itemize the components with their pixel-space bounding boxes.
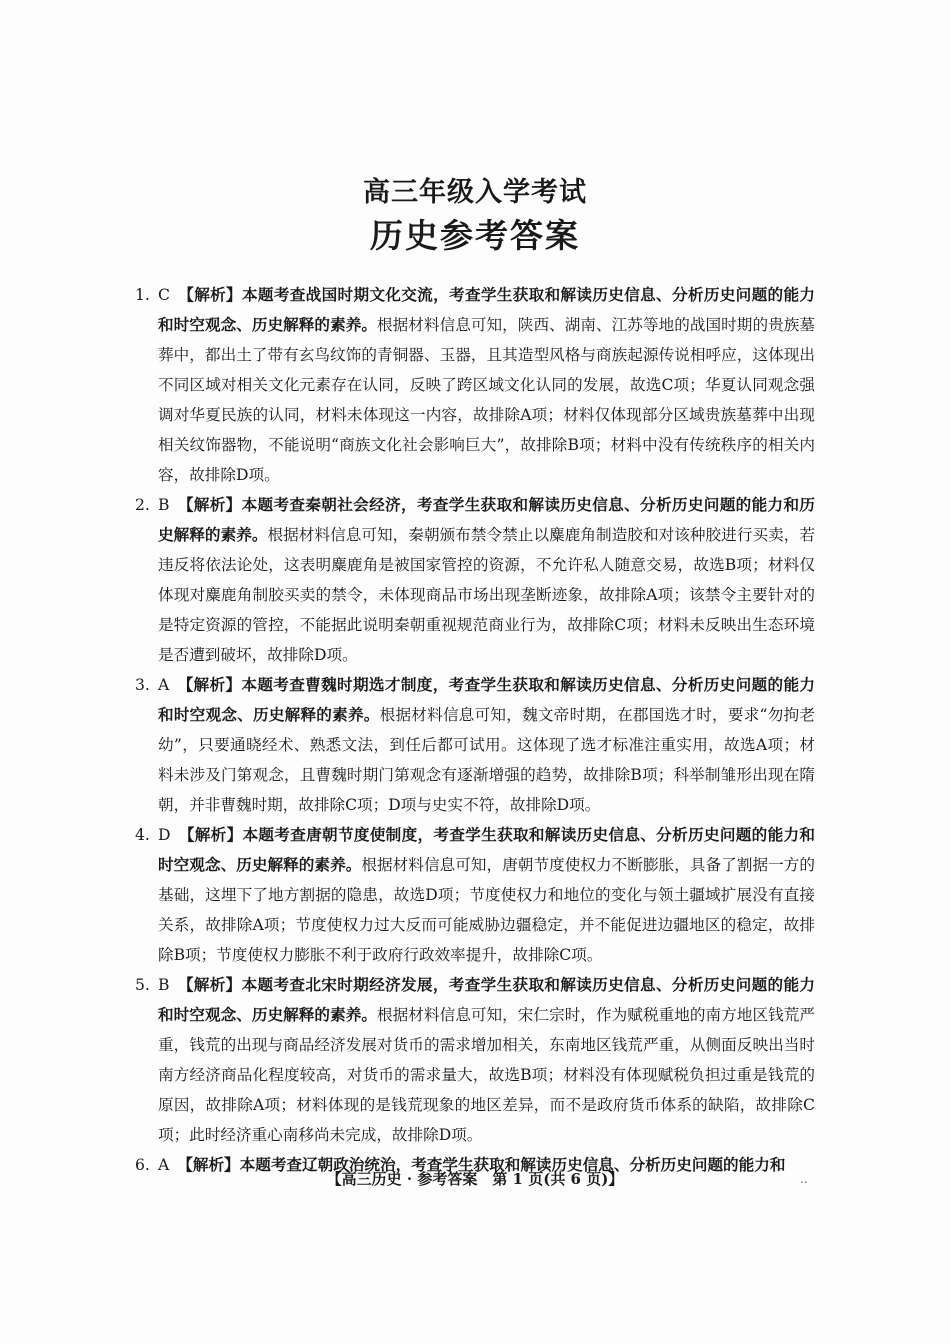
answer-item [135,670,815,820]
answer-item [135,820,815,970]
analysis-heading: 【解析】本题考查秦朝社会经济，考查学生获取和解读历史信息、分析历史问题的能力和历史解释的素养。 [158,495,815,544]
answer-item [135,490,815,670]
answer-choice: A [158,1156,170,1174]
answer-key-title: 历史参考答案 [370,216,580,255]
analysis-heading: 【解析】本题考查北宋时期经济发展，考查学生获取和解读历史信息、分析历史问题的能力和时空观念、历史解释的素养。 [158,975,815,1024]
analysis-body: 根据材料信息可知，秦朝颁布禁令禁止以麋鹿角制造胶和对该种胶进行买卖，若违反将依法论处，这表明麋鹿角是被国家管控的资源，不允许私人随意交易，故选B项；材料仅体现对麋鹿角制胶买卖的禁令，未体现商品市场出现垄断迹象，故排除A项；该禁令主要针对的是特定资源的管控，不能据此说明秦朝重视规范商业行为，故排除C项；材料未反映出生态环境是否遭到破坏，故排除D项。 [158,526,815,664]
question-number: 5. [135,976,150,994]
question-number: 3. [135,676,150,694]
question-number: 1. [135,286,150,304]
answer-choice: B [158,976,170,994]
analysis-body: 根据材料信息可知，魏文帝时期，在郡国选才时，要求“勿拘老幼”，只要通晓经术、熟悉文法，到任后都可试用。这体现了选才标准注重实用，故选A项；材料未涉及门第观念，且曹魏时期门第观念有逐渐增强的趋势，故排除B项；科举制雏形出现在隋朝，并非曹魏时期，故排除C项；D项与史实不符，故排除D项。 [158,706,815,814]
analysis-heading: 【解析】本题考查辽朝政治统治，考查学生获取和解读历史信息、分析历史问题的能力和 [177,1155,786,1174]
exam-title: 高三年级入学考试 [363,177,587,208]
question-number: 6. [135,1156,150,1174]
answer-item [135,280,815,490]
analysis-heading: 【解析】本题考查曹魏时期选才制度，考查学生获取和解读历史信息、分析历史问题的能力和时空观念、历史解释的素养。 [158,675,815,724]
analysis-body: 根据材料信息可知，陕西、湖南、江苏等地的战国时期的贵族墓葬中，都出土了带有玄鸟纹饰的青铜器、玉器，且其造型风格与商族起源传说相呼应，这体现出不同区域对相关文化元素存在认同，反映了跨区域文化认同的发展，故选C项；华夏认同观念强调对华夏民族的认同，材料未体现这一内容，故排除A项；材料仅体现部分区域贵族墓葬中出现相关纹饰器物，不能说明“商族文化社会影响巨大”，故排除B项；材料中没有传统秩序的相关内容，故排除D项。 [158,316,815,484]
answer-choice: C [158,286,170,304]
page-footer: 【高三历史 · 参考答案 第 1 页(共 6 页)】 [326,1170,624,1188]
analysis-heading: 【解析】本题考查唐朝节度使制度，考查学生获取和解读历史信息、分析历史问题的能力和时空观念、历史解释的素养。 [158,825,815,874]
analysis-heading: 【解析】本题考查战国时期文化交流，考查学生获取和解读历史信息、分析历史问题的能力和时空观念、历史解释的素养。 [158,285,815,334]
analysis-body: 根据材料信息可知，唐朝节度使权力不断膨胀，具备了割据一方的基础，这埋下了地方割据的隐患，故选D项；节度使权力和地位的变化与领土疆域扩展没有直接关系，故排除A项；节度使权力过大反而可能威胁边疆稳定，并不能促进边疆地区的稳定，故排除B项；节度使权力膨胀不利于政府行政效率提升，故排除C项。 [158,856,815,964]
answer-choice: A [158,676,170,694]
answer-choice: D [158,826,171,844]
answer-item [135,970,815,1150]
footer-dots: .. [800,1172,808,1186]
question-number: 4. [135,826,150,844]
answers-list [135,280,815,1180]
answer-choice: B [158,496,170,514]
analysis-body: 根据材料信息可知，宋仁宗时，作为赋税重地的南方地区钱荒严重，钱荒的出现与商品经济发展对货币的需求增加相关，东南地区钱荒严重，从侧面反映出当时南方经济商品化程度较高，对货币的需求量大，故选B项；材料没有体现赋税负担过重是钱荒的原因，故排除A项；材料体现的是钱荒现象的地区差异，而不是政府货币体系的缺陷，故排除C项；此时经济重心南移尚未完成，故排除D项。 [158,1006,815,1144]
question-number: 2. [135,496,150,514]
